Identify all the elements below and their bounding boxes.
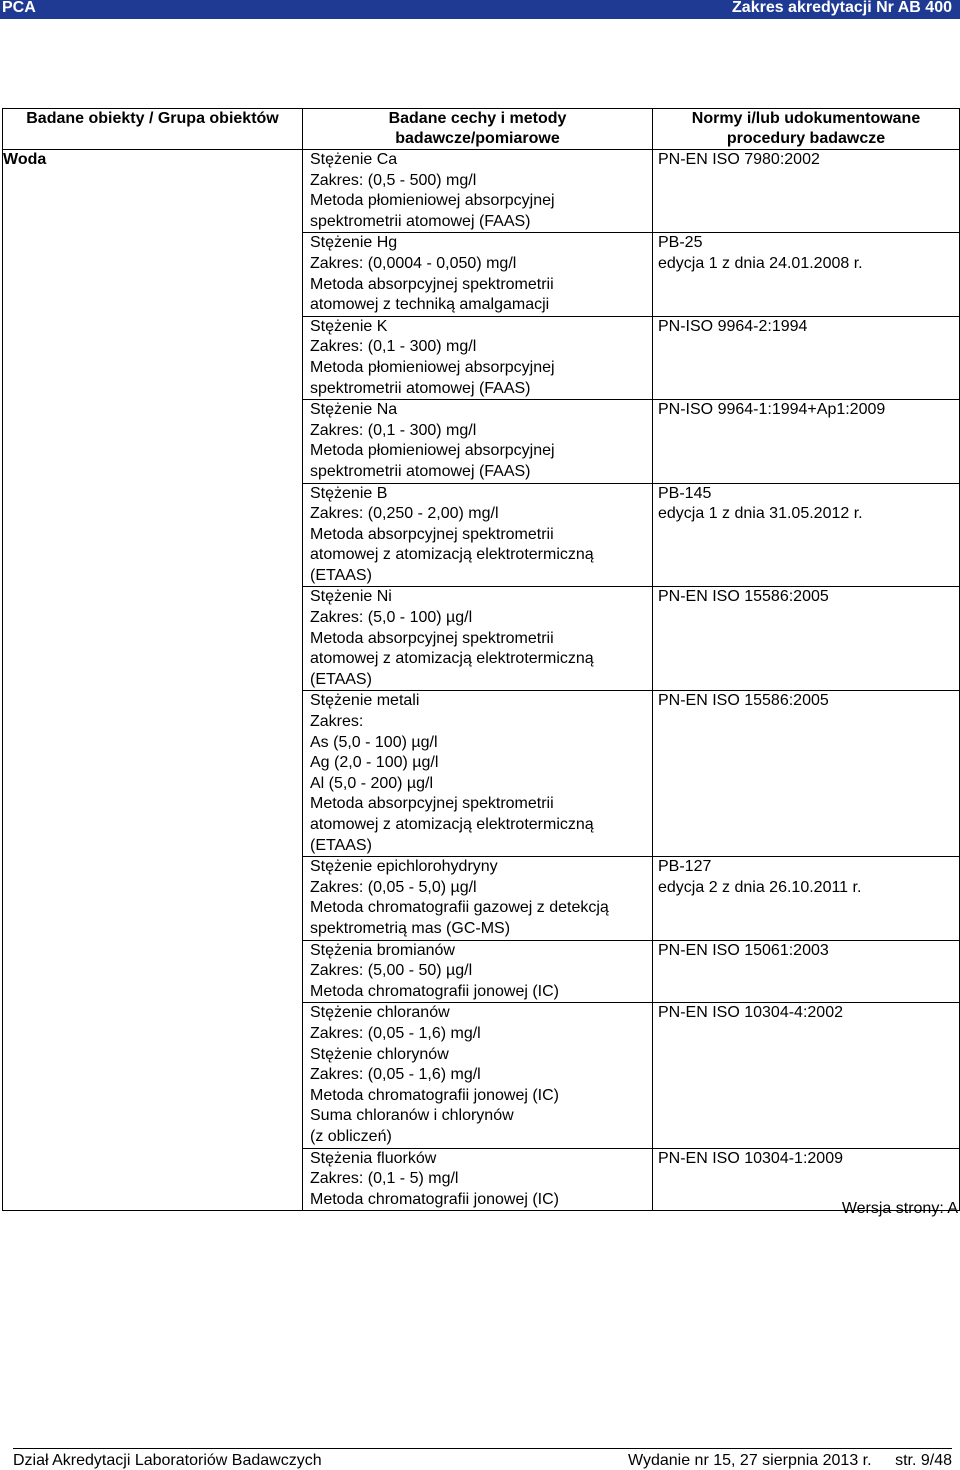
norm-line: PB-127 [658,858,712,876]
method-line: Stężenie Ni [310,588,392,606]
method-line: Zakres: (0,05 - 5,0) µg/l [310,878,477,896]
column-header-objects: Badane obiekty / Grupa obiektów [3,109,303,150]
header-right-title: Zakres akredytacji Nr AB 400 [732,0,952,16]
norm-cell [653,587,960,691]
method-line: Zakres: (5,0 - 100) µg/l [310,609,473,627]
method-line: atomowej z techniką amalgamacji [310,296,550,314]
method-line: Zakres: (0,05 - 1,6) mg/l [310,1024,481,1042]
method-line: Al (5,0 - 200) µg/l [310,774,434,792]
method-line: Zakres: (0,5 - 500) mg/l [310,171,477,189]
method-line: Stężenie metali [310,692,420,710]
page-version: Wersja strony: A [841,1200,958,1217]
method-cell [303,691,653,857]
norm-cell [653,316,960,399]
method-line: Metoda absorpcyjnej spektrometrii [310,275,554,293]
method-line: Zakres: (0,250 - 2,00) mg/l [310,505,499,523]
method-line: Zakres: (0,1 - 300) mg/l [310,421,477,439]
method-line: Stężenie chloranów [310,1004,450,1022]
method-line: Zakres: [310,713,364,731]
method-line: As (5,0 - 100) µg/l [310,733,438,751]
method-line: Stężenia bromianów [310,941,455,959]
method-line: Metoda płomieniowej absorpcyjnej [310,358,555,376]
norm-cell [653,1003,960,1148]
footer-department: Dział Akredytacji Laboratoriów Badawczych [13,1452,322,1469]
norm-cell [653,857,960,940]
norm-line: PN-EN ISO 15586:2005 [658,588,829,606]
method-line: Metoda absorpcyjnej spektrometrii [310,525,554,543]
method-cell [303,857,653,940]
method-line: Stężenie chlorynów [310,1045,449,1063]
method-line: Metoda chromatografii jonowej (IC) [310,982,559,1000]
norm-cell [653,233,960,316]
method-line: Metoda chromatografii jonowej (IC) [310,1086,559,1104]
method-line: spektrometrii atomowej (FAAS) [310,462,531,480]
column-header-norms: Normy i/lub udokumentowane procedury badawcze [653,109,960,150]
norm-cell [653,483,960,587]
method-line: Metoda płomieniowej absorpcyjnej [310,442,555,460]
header-bar [0,0,960,19]
method-line: Stężenie epichlorohydryny [310,858,498,876]
method-line: (ETAAS) [310,566,372,584]
norm-line: PN-ISO 9964-1:1994+Ap1:2009 [658,401,886,419]
column-header-methods: Badane cechy i metody badawcze/pomiarowe [303,109,653,150]
method-line: Zakres: (0,05 - 1,6) mg/l [310,1066,481,1084]
norm-line: PN-EN ISO 10304-4:2002 [658,1004,843,1022]
method-cell [303,316,653,399]
method-line: (ETAAS) [310,670,372,688]
norm-line: edycja 1 z dnia 24.01.2008 r. [658,254,863,272]
header-left-title: PCA [2,0,36,16]
norm-line: PN-ISO 9964-2:1994 [658,317,808,335]
norm-line: PB-145 [658,484,712,502]
method-cell [303,233,653,316]
method-line: atomowej z atomizacją elektrotermiczną [310,650,594,668]
method-cell [303,150,653,233]
method-line: spektrometrii atomowej (FAAS) [310,379,531,397]
method-line: Suma chloranów i chlorynów [310,1107,514,1125]
method-line: spektrometrią mas (GC-MS) [310,919,511,937]
page-footer [13,1448,952,1469]
norm-line: PN-EN ISO 15586:2005 [658,692,829,710]
method-cell [303,587,653,691]
norm-cell [653,400,960,483]
method-line: (ETAAS) [310,836,372,854]
norm-line: PN-EN ISO 10304-1:2009 [658,1149,843,1167]
method-line: Stężenie B [310,484,388,502]
method-cell [303,940,653,1003]
tested-object: Woda [3,150,303,1211]
table-body [3,150,960,1211]
accreditation-table [2,108,960,1211]
method-line: atomowej z atomizacją elektrotermiczną [310,816,594,833]
method-line: Ag (2,0 - 100) µg/l [310,754,439,772]
method-line: Stężenie K [310,317,388,335]
method-line: Zakres: (5,00 - 50) µg/l [310,962,473,980]
norm-cell [653,150,960,233]
method-line: Stężenie Hg [310,234,398,252]
method-line: Metoda absorpcyjnej spektrometrii [310,629,554,647]
method-line: Metoda płomieniowej absorpcyjnej [310,192,555,210]
method-line: Metoda absorpcyjnej spektrometrii [310,795,554,813]
norm-line: edycja 2 z dnia 26.10.2011 r. [658,878,862,896]
method-line: spektrometrii atomowej (FAAS) [310,212,531,230]
norm-cell [653,940,960,1003]
method-line: atomowej z atomizacją elektrotermiczną [310,546,594,564]
method-cell [303,1003,653,1148]
norm-cell [653,691,960,857]
method-cell [303,1148,653,1211]
method-cell [303,400,653,483]
method-line: Stężenie Na [310,401,398,419]
method-cell [303,483,653,587]
method-line: Stężenia fluorków [310,1149,437,1167]
method-line: (z obliczeń) [310,1127,392,1145]
norm-line: PN-EN ISO 7980:2002 [658,151,820,168]
method-line: Zakres: (0,0004 - 0,050) mg/l [310,254,517,272]
norm-line: edycja 1 z dnia 31.05.2012 r. [658,505,863,523]
method-line: Metoda chromatografii jonowej (IC) [310,1190,559,1208]
table-row [3,150,960,233]
norm-line: PN-EN ISO 15061:2003 [658,941,829,959]
method-line: Stężenie Ca [310,151,398,168]
table-header-row [3,109,960,150]
method-line: Zakres: (0,1 - 5) mg/l [310,1170,459,1188]
footer-edition: Wydanie nr 15, 27 sierpnia 2013 r. [628,1452,872,1469]
method-line: Zakres: (0,1 - 300) mg/l [310,338,477,356]
norm-line: PB-25 [658,234,703,252]
method-line: Metoda chromatografii gazowej z detekcją [310,899,609,917]
footer-page-number: str. 9/48 [895,1452,952,1469]
